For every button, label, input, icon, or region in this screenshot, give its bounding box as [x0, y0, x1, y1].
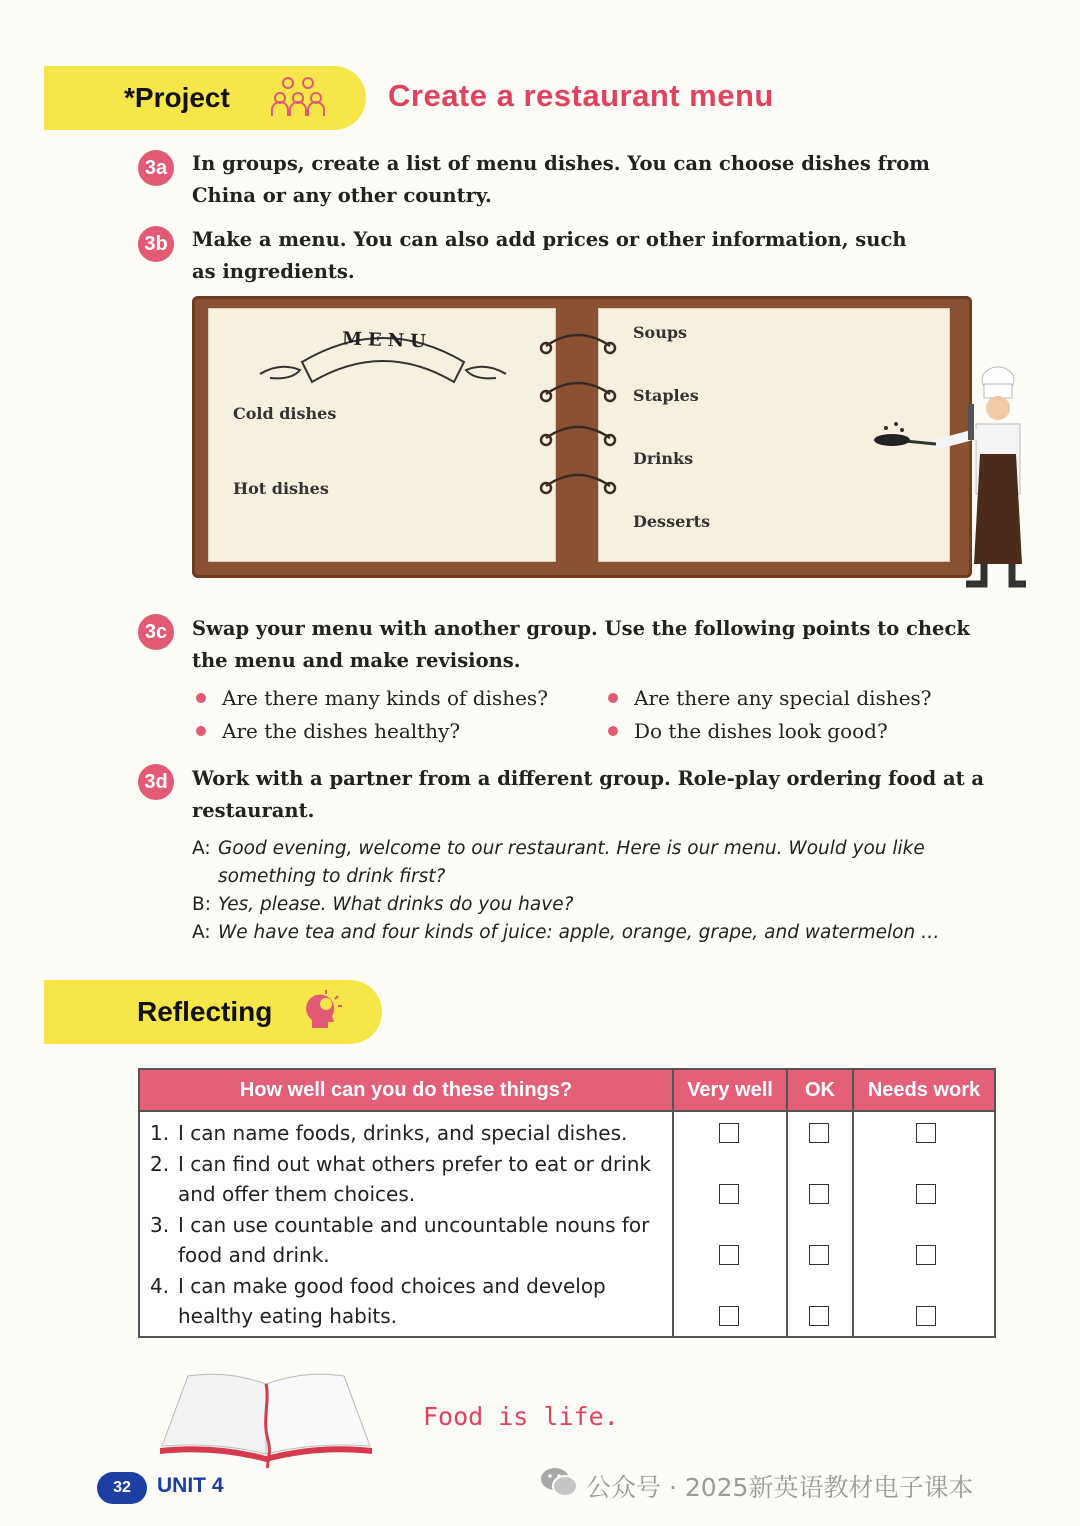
step-3c-text: Swap your menu with another group. Use the following points to check the menu and make revisions.: [192, 617, 970, 672]
checkbox-row4-ok[interactable]: [809, 1306, 829, 1326]
header-task: How well can you do these things?: [140, 1070, 672, 1110]
menu-section-hot-dishes: Hot dishes: [233, 479, 329, 498]
bullet-dot: [608, 726, 618, 736]
page-number: 32: [97, 1472, 147, 1504]
checkpoint-item: Do the dishes look good?: [608, 719, 888, 743]
menu-section-drinks: Drinks: [633, 449, 694, 468]
menu-section-soups: Soups: [633, 323, 688, 342]
checkbox-row1-very-well[interactable]: [719, 1123, 739, 1143]
speaker-label: A:: [192, 838, 211, 859]
dialogue-line: B: Yes, please. What drinks do you have?: [192, 891, 992, 919]
chef-illustration: [872, 364, 1032, 594]
column-divider: [852, 1070, 854, 1336]
column-divider: [672, 1070, 674, 1336]
project-heading: Create a restaurant menu: [388, 78, 774, 113]
dialogue-line: A: Good evening, welcome to our restaurant. Here is our menu. Would you like something to drink first?: [192, 835, 992, 891]
bullet-dot: [196, 726, 206, 736]
header-needs-work: Needs work: [854, 1070, 994, 1110]
step-3d-text: Work with a partner from a different group. Role-play ordering food at a restaurant.: [192, 767, 985, 822]
speaker-label: B:: [192, 894, 211, 915]
checkpoint-item: Are there many kinds of dishes?: [196, 686, 548, 710]
menu-section-desserts: Desserts: [633, 512, 711, 531]
wechat-icon: [540, 1466, 578, 1498]
step-badge-3a: 3a: [138, 150, 174, 186]
motto-text: Food is life.: [423, 1402, 619, 1431]
header-ok: OK: [788, 1070, 852, 1110]
checkbox-row4-very-well[interactable]: [719, 1306, 739, 1326]
dialogue-line: A: We have tea and four kinds of juice: apple, orange, grape, and watermelon …: [192, 919, 992, 947]
reflection-table: [138, 1068, 996, 1338]
unit-label: UNIT 4: [157, 1474, 224, 1497]
menu-section-cold-dishes: Cold dishes: [233, 404, 337, 423]
checkbox-row3-ok[interactable]: [809, 1245, 829, 1265]
lightbulb-head-icon: [302, 988, 348, 1034]
table-row: 1. I can name foods, drinks, and special dishes. 2. I can find out what others prefer to eat or drink and offer them choices. 3. I can use countable and uncountable nouns for food and drink. 4. I can make good food choices and develop healthy eating habits.: [150, 1121, 651, 1328]
checkbox-row2-needs-work[interactable]: [916, 1184, 936, 1204]
menu-ribbon-text: MENU: [341, 328, 433, 353]
checkbox-row3-needs-work[interactable]: [916, 1245, 936, 1265]
header-very-well: Very well: [674, 1070, 786, 1110]
column-divider: [786, 1070, 788, 1336]
checkpoint-item: Are there any special dishes?: [608, 686, 932, 710]
menu-section-staples: Staples: [633, 386, 699, 405]
step-badge-3c: 3c: [138, 614, 174, 650]
step-badge-3b: 3b: [138, 226, 174, 262]
bullet-dot: [196, 693, 206, 703]
checkbox-row4-needs-work[interactable]: [916, 1306, 936, 1326]
project-label: *Project: [124, 82, 230, 113]
checkbox-row2-very-well[interactable]: [719, 1184, 739, 1204]
checkbox-row1-ok[interactable]: [809, 1123, 829, 1143]
checkpoint-item: Are the dishes healthy?: [196, 719, 460, 743]
step-3a-text: In groups, create a list of menu dishes. You can choose dishes from China or any other country.: [192, 152, 930, 207]
reflecting-title: Reflecting: [137, 996, 273, 1027]
checkbox-row2-ok[interactable]: [809, 1184, 829, 1204]
bullet-dot: [608, 693, 618, 703]
header-divider: [140, 1110, 994, 1112]
checkbox-row1-needs-work[interactable]: [916, 1123, 936, 1143]
open-book-illustration: [158, 1370, 374, 1470]
watermark-text: 公众号 · 2025新英语教材电子课本: [586, 1473, 974, 1502]
step-badge-3d: 3d: [138, 764, 174, 800]
checkbox-row3-very-well[interactable]: [719, 1245, 739, 1265]
group-people-icon: [268, 74, 328, 118]
binder-rings: [538, 326, 618, 506]
step-3b-text: Make a menu. You can also add prices or other information, such as ingredients.: [192, 228, 907, 283]
speaker-label: A:: [192, 922, 211, 943]
